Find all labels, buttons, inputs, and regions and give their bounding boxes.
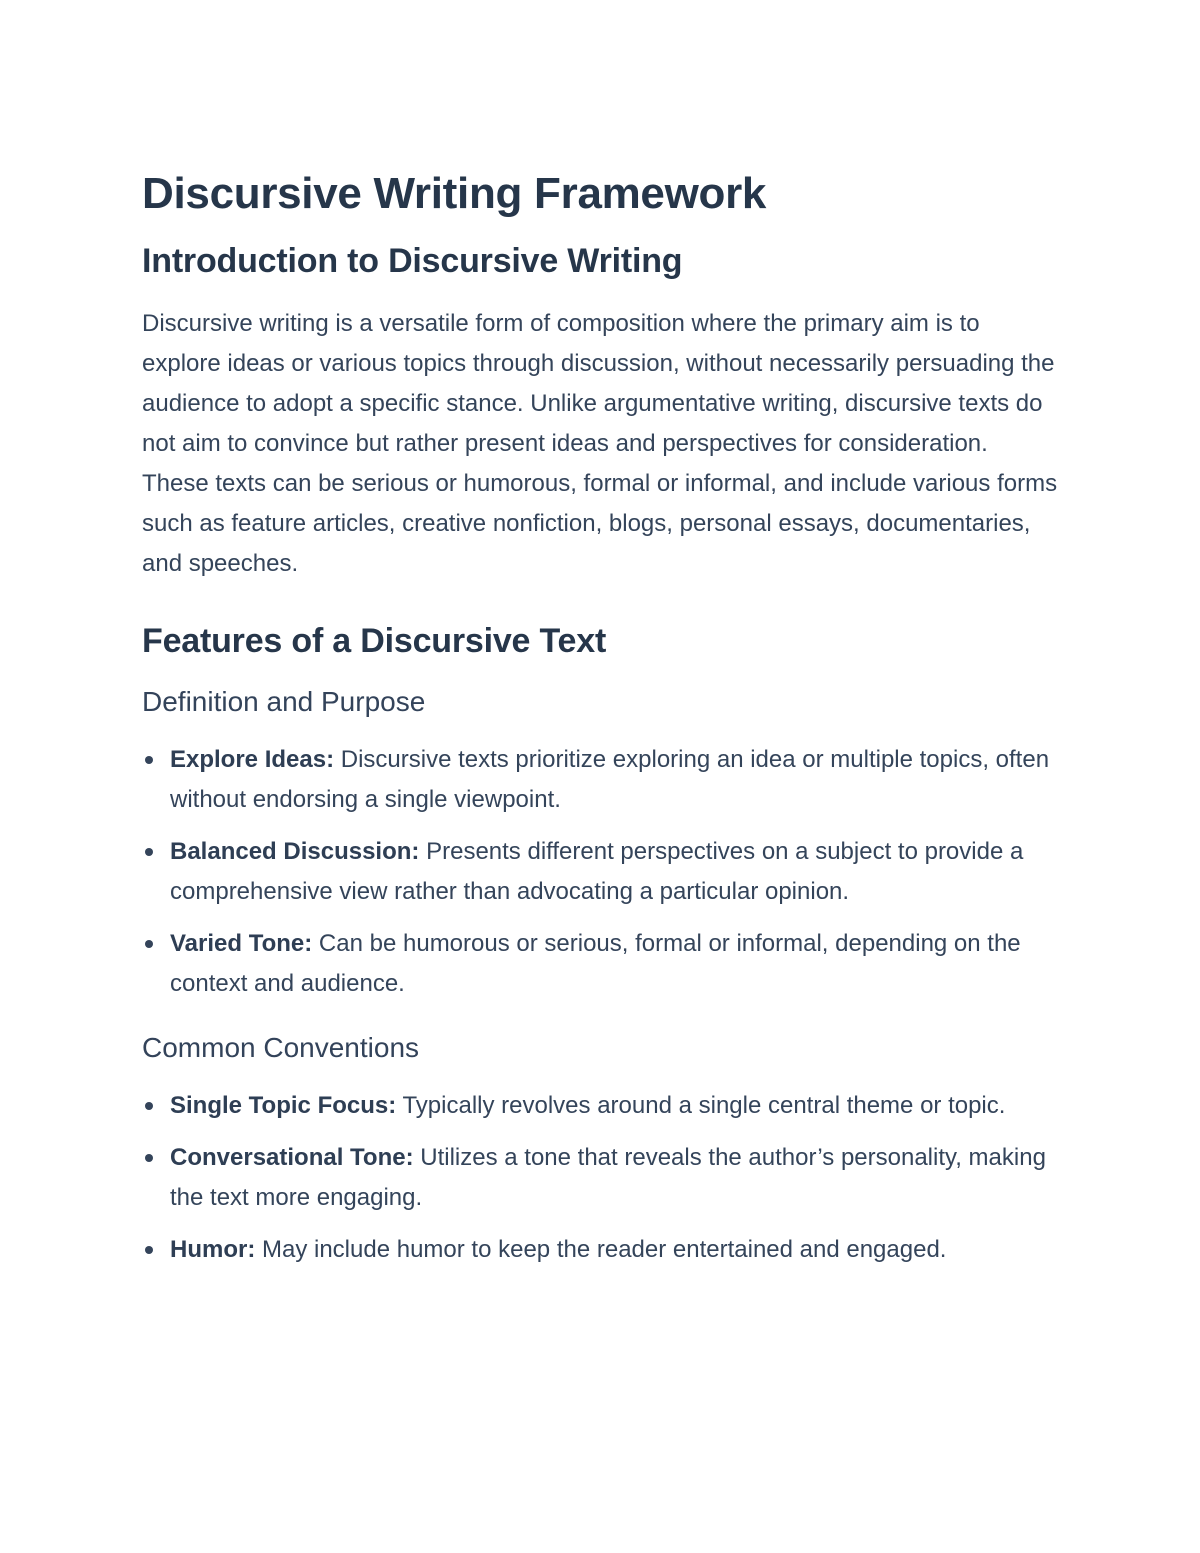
bullet-icon: [145, 1246, 153, 1254]
bullet-icon: [145, 1154, 153, 1162]
list-item: [142, 1086, 1060, 1126]
list-item-text: Discursive texts prioritize exploring an idea or multiple topics, often without endorsing a single viewpoint.: [170, 746, 1050, 813]
list-item: [142, 832, 1060, 912]
definition-list: [142, 740, 1060, 1004]
introduction-paragraph: Discursive writing is a versatile form of composition where the primary aim is to explore ideas or various topics through discussion, without necessarily persuading the audience to adopt a specific stance. Unlike argumentative writing, discursive texts do not aim to convince but rather present ideas and perspectives for consideration. These texts can be serious or humorous, formal or informal, and include various forms such as feature articles, creative nonfiction, blogs, personal essays, documentaries, and speeches.: [142, 310, 1058, 577]
bullet-icon: [145, 756, 153, 764]
list-item-text: Presents different perspectives on a subject to provide a comprehensive view rather than advocating a particular opinion.: [170, 838, 1024, 905]
list-item: [142, 924, 1060, 1004]
list-item-term: Single Topic Focus:: [170, 1092, 397, 1119]
list-item-term: Balanced Discussion:: [170, 838, 420, 865]
bullet-icon: [145, 1102, 153, 1110]
section-heading-features: Features of a Discursive Text: [142, 622, 607, 660]
list-item-text: Utilizes a tone that reveals the author’s personality, making the text more engaging.: [170, 1144, 1046, 1211]
document-title: Discursive Writing Framework: [142, 169, 767, 218]
list-item-term: Conversational Tone:: [170, 1144, 414, 1171]
subsection-heading-definition: Definition and Purpose: [142, 686, 426, 717]
list-item-text: May include humor to keep the reader entertained and engaged.: [255, 1236, 947, 1263]
list-item-text: Typically revolves around a single central theme or topic.: [396, 1092, 1006, 1119]
list-item-text: Can be humorous or serious, formal or informal, depending on the context and audience.: [170, 930, 1021, 997]
list-item-term: Humor:: [170, 1236, 256, 1263]
subsection-heading-conventions: Common Conventions: [142, 1032, 420, 1063]
list-item: [142, 1138, 1060, 1218]
list-item-term: Varied Tone:: [170, 930, 313, 957]
list-item-term: Explore Ideas:: [170, 746, 335, 773]
bullet-icon: [145, 848, 153, 856]
list-item: [142, 740, 1060, 820]
conventions-list: [142, 1086, 1060, 1270]
list-item: [142, 1230, 1060, 1270]
section-heading-introduction: Introduction to Discursive Writing: [142, 242, 683, 280]
bullet-icon: [145, 940, 153, 948]
